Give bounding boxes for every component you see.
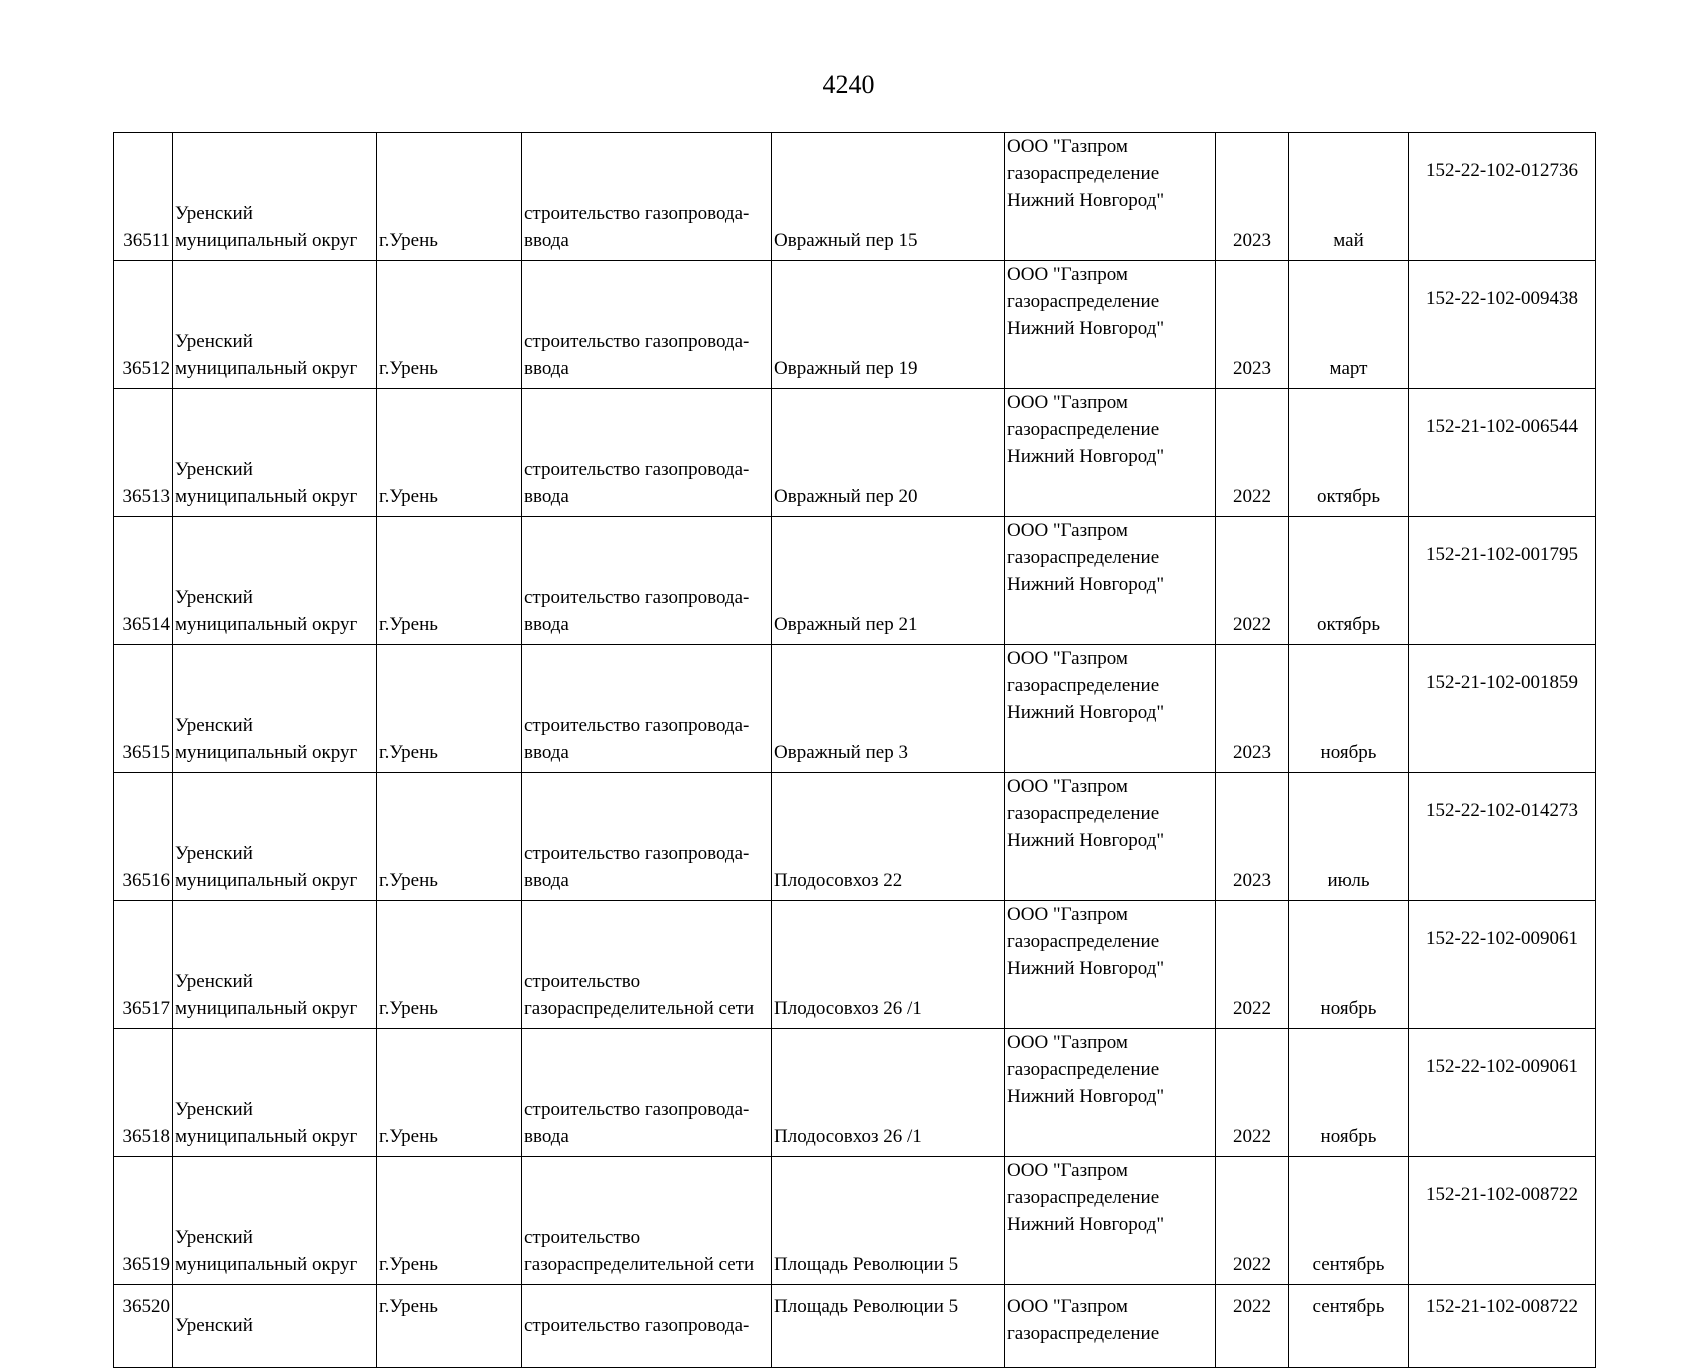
code-cell: 152-21-102-008722	[1409, 1157, 1596, 1285]
table-row	[114, 1029, 1596, 1157]
city-cell: г.Урень	[377, 517, 522, 645]
month-cell: сентябрь	[1289, 1157, 1409, 1285]
code-cell: 152-22-102-009438	[1409, 261, 1596, 389]
district-cell: Уренский муниципальный округ	[173, 261, 377, 389]
district-cell: Уренский муниципальный округ	[173, 517, 377, 645]
table-row	[114, 901, 1596, 1029]
code-cell: 152-21-102-006544	[1409, 389, 1596, 517]
organization-cell: ООО "Газпром газораспределение Нижний Новгород"	[1005, 645, 1216, 773]
year-cell: 2022	[1216, 901, 1289, 1029]
district-cell: Уренский муниципальный округ	[173, 901, 377, 1029]
table-row-partial	[114, 1285, 1596, 1368]
code-cell: 152-21-102-001859	[1409, 645, 1596, 773]
row-number: 36518	[114, 1029, 173, 1157]
table-row	[114, 773, 1596, 901]
district-cell: Уренский муниципальный округ	[173, 389, 377, 517]
row-number: 36516	[114, 773, 173, 901]
address-cell: Площадь Революции 5	[772, 1157, 1005, 1285]
city-cell: г.Урень	[377, 389, 522, 517]
work-type-cell: строительство газопровода- ввода	[522, 645, 772, 773]
address-cell: Овражный пер 20	[772, 389, 1005, 517]
city-cell: г.Урень	[377, 1157, 522, 1285]
row-number: 36517	[114, 901, 173, 1029]
address-cell: Овражный пер 19	[772, 261, 1005, 389]
row-number: 36519	[114, 1157, 173, 1285]
year-cell: 2022	[1216, 1157, 1289, 1285]
month-cell: сентябрь	[1289, 1285, 1409, 1368]
code-cell: 152-22-102-009061	[1409, 1029, 1596, 1157]
work-type-cell: строительство газораспределительной сети	[522, 1157, 772, 1285]
district-cell: Уренский муниципальный округ	[173, 773, 377, 901]
month-cell: октябрь	[1289, 517, 1409, 645]
code-cell: 152-21-102-001795	[1409, 517, 1596, 645]
table-row	[114, 133, 1596, 261]
year-cell: 2023	[1216, 645, 1289, 773]
city-cell: г.Урень	[377, 901, 522, 1029]
code-cell: 152-21-102-008722	[1409, 1285, 1596, 1368]
month-cell: октябрь	[1289, 389, 1409, 517]
work-type-cell: строительство газопровода- ввода	[522, 133, 772, 261]
district-cell: Уренский	[173, 1285, 377, 1368]
city-cell: г.Урень	[377, 1285, 522, 1368]
address-cell: Овражный пер 21	[772, 517, 1005, 645]
organization-cell: ООО "Газпром газораспределение Нижний Новгород"	[1005, 773, 1216, 901]
city-cell: г.Урень	[377, 1029, 522, 1157]
code-cell: 152-22-102-012736	[1409, 133, 1596, 261]
month-cell: май	[1289, 133, 1409, 261]
city-cell: г.Урень	[377, 133, 522, 261]
year-cell: 2022	[1216, 1285, 1289, 1368]
organization-cell: ООО "Газпром газораспределение Нижний Новгород"	[1005, 1029, 1216, 1157]
organization-cell: ООО "Газпром газораспределение Нижний Новгород"	[1005, 133, 1216, 261]
table-row	[114, 261, 1596, 389]
work-type-cell: строительство газопровода- ввода	[522, 389, 772, 517]
address-cell: Площадь Революции 5	[772, 1285, 1005, 1368]
row-number: 36511	[114, 133, 173, 261]
row-number: 36520	[114, 1285, 173, 1368]
work-type-cell: строительство газопровода-	[522, 1285, 772, 1368]
address-cell: Овражный пер 15	[772, 133, 1005, 261]
city-cell: г.Урень	[377, 261, 522, 389]
row-number: 36512	[114, 261, 173, 389]
year-cell: 2023	[1216, 261, 1289, 389]
code-cell: 152-22-102-014273	[1409, 773, 1596, 901]
row-number: 36515	[114, 645, 173, 773]
page-number: 4240	[822, 70, 875, 99]
district-cell: Уренский муниципальный округ	[173, 645, 377, 773]
month-cell: ноябрь	[1289, 645, 1409, 773]
organization-cell: ООО "Газпром газораспределение	[1005, 1285, 1216, 1368]
address-cell: Плодосовхоз 26 /1	[772, 901, 1005, 1029]
address-cell: Плодосовхоз 26 /1	[772, 1029, 1005, 1157]
row-number: 36514	[114, 517, 173, 645]
organization-cell: ООО "Газпром газораспределение Нижний Новгород"	[1005, 901, 1216, 1029]
city-cell: г.Урень	[377, 645, 522, 773]
work-type-cell: строительство газопровода- ввода	[522, 773, 772, 901]
year-cell: 2023	[1216, 133, 1289, 261]
address-cell: Овражный пер 3	[772, 645, 1005, 773]
address-cell: Плодосовхоз 22	[772, 773, 1005, 901]
year-cell: 2022	[1216, 1029, 1289, 1157]
table-row	[114, 645, 1596, 773]
organization-cell: ООО "Газпром газораспределение Нижний Новгород"	[1005, 517, 1216, 645]
year-cell: 2022	[1216, 517, 1289, 645]
month-cell: ноябрь	[1289, 1029, 1409, 1157]
district-cell: Уренский муниципальный округ	[173, 1157, 377, 1285]
row-number: 36513	[114, 389, 173, 517]
month-cell: июль	[1289, 773, 1409, 901]
city-cell: г.Урень	[377, 773, 522, 901]
table-row	[114, 1157, 1596, 1285]
table-row	[114, 389, 1596, 517]
month-cell: ноябрь	[1289, 901, 1409, 1029]
year-cell: 2022	[1216, 389, 1289, 517]
work-type-cell: строительство газопровода- ввода	[522, 517, 772, 645]
district-cell: Уренский муниципальный округ	[173, 1029, 377, 1157]
month-cell: март	[1289, 261, 1409, 389]
work-type-cell: строительство газораспределительной сети	[522, 901, 772, 1029]
year-cell: 2023	[1216, 773, 1289, 901]
district-cell: Уренский муниципальный округ	[173, 133, 377, 261]
code-cell: 152-22-102-009061	[1409, 901, 1596, 1029]
work-type-cell: строительство газопровода- ввода	[522, 261, 772, 389]
organization-cell: ООО "Газпром газораспределение Нижний Новгород"	[1005, 1157, 1216, 1285]
table-row	[114, 517, 1596, 645]
work-type-cell: строительство газопровода- ввода	[522, 1029, 772, 1157]
organization-cell: ООО "Газпром газораспределение Нижний Новгород"	[1005, 261, 1216, 389]
registry-table	[113, 132, 1596, 1368]
organization-cell: ООО "Газпром газораспределение Нижний Новгород"	[1005, 389, 1216, 517]
